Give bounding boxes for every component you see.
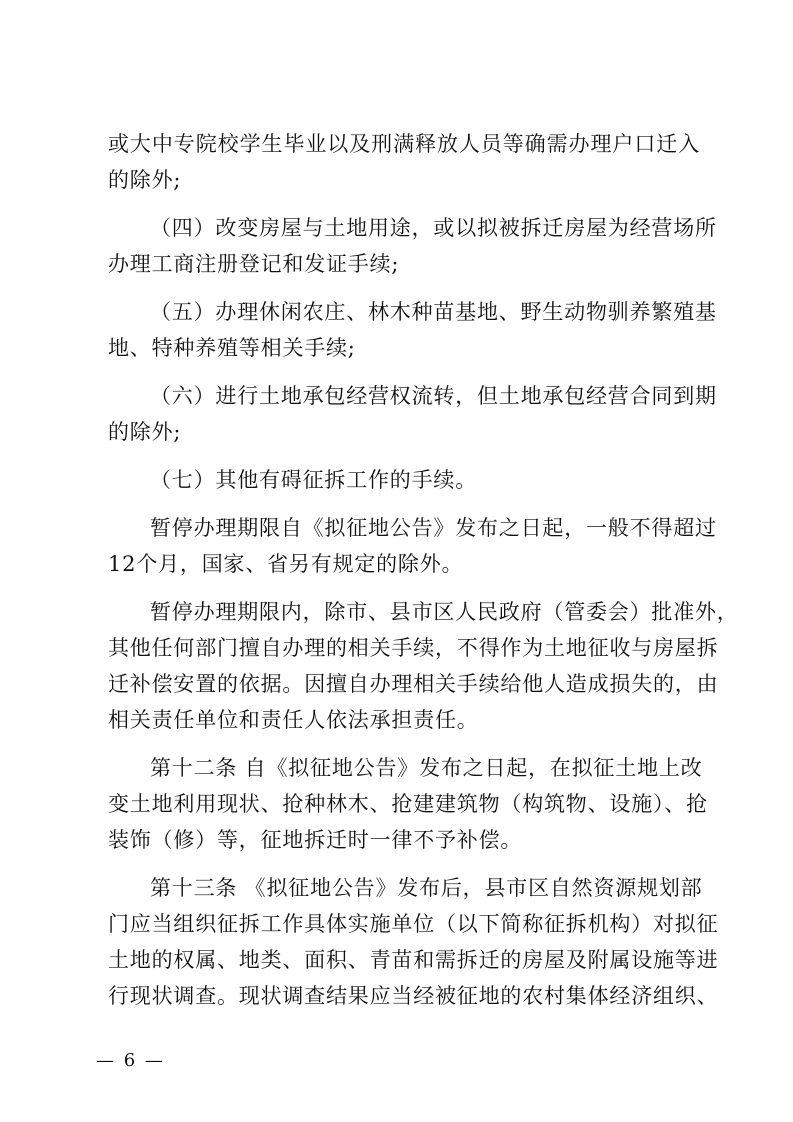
text-line: 或大中专院校学生毕业以及刑满释放人员等确需办理户口迁入: [108, 132, 700, 156]
text-line: 变土地利用现状、抢种林木、抢建建筑物（构筑物、设施）、抢: [108, 792, 708, 816]
text-line: 装饰（修）等，征地拆迁时一律不予补偿。: [108, 828, 523, 852]
text-line: 行现状调查。现状调查结果应当经被征地的农村集体经济组织、: [108, 984, 719, 1008]
paragraph: [108, 594, 739, 738]
text-line: 第十三条 《拟征地公告》发布后，县市区自然资源规划部: [150, 876, 703, 900]
text-line: 门应当组织征拆工作具体实施单位（以下简称征拆机构）对拟征: [108, 912, 719, 936]
text-line: 其他任何部门擅自办理的相关手续，不得作为土地征收与房屋拆: [108, 636, 719, 660]
article-12: [108, 750, 708, 858]
paragraph: [108, 294, 717, 366]
text-line: （七）其他有碍征拆工作的手续。: [150, 468, 477, 492]
text-line: 迁补偿安置的依据。因擅自办理相关手续给他人造成损失的，由: [108, 672, 719, 696]
article-13: [108, 870, 719, 1014]
text-line: 土地的权属、地类、面积、青苗和需拆迁的房屋及附属设施等进: [108, 948, 719, 972]
text-line: 的除外;: [108, 168, 182, 192]
text-line: 相关责任单位和责任人依法承担责任。: [108, 708, 479, 732]
text-line: （四）改变房屋与土地用途，或以拟被拆迁房屋为经营场所: [150, 216, 717, 240]
text-line: 暂停办理期限自《拟征地公告》发布之日起，一般不得超过: [150, 516, 717, 540]
text-line: 第十二条 自《拟征地公告》发布之日起，在拟征土地上改: [150, 756, 703, 780]
document-body: [108, 126, 739, 1014]
paragraph: [108, 462, 700, 498]
paragraph: [108, 126, 700, 198]
text-line: （五）办理休闲农庄、林木种苗基地、野生动物驯养繁殖基: [150, 300, 717, 324]
text-line: 地、特种养殖等相关手续;: [108, 336, 356, 360]
paragraph: [108, 510, 717, 582]
paragraph: [108, 378, 717, 450]
text-line: 12个月，国家、省另有规定的除外。: [108, 552, 464, 576]
text-line: 的除外;: [108, 420, 182, 444]
text-line: 办理工商注册登记和发证手续;: [108, 252, 400, 276]
page-number: — 6 —: [96, 1050, 165, 1071]
text-line: （六）进行土地承包经营权流转，但土地承包经营合同到期: [150, 384, 717, 408]
text-line: 暂停办理期限内，除市、县市区人民政府（管委会）批准外，: [150, 600, 739, 624]
paragraph: [108, 210, 717, 282]
